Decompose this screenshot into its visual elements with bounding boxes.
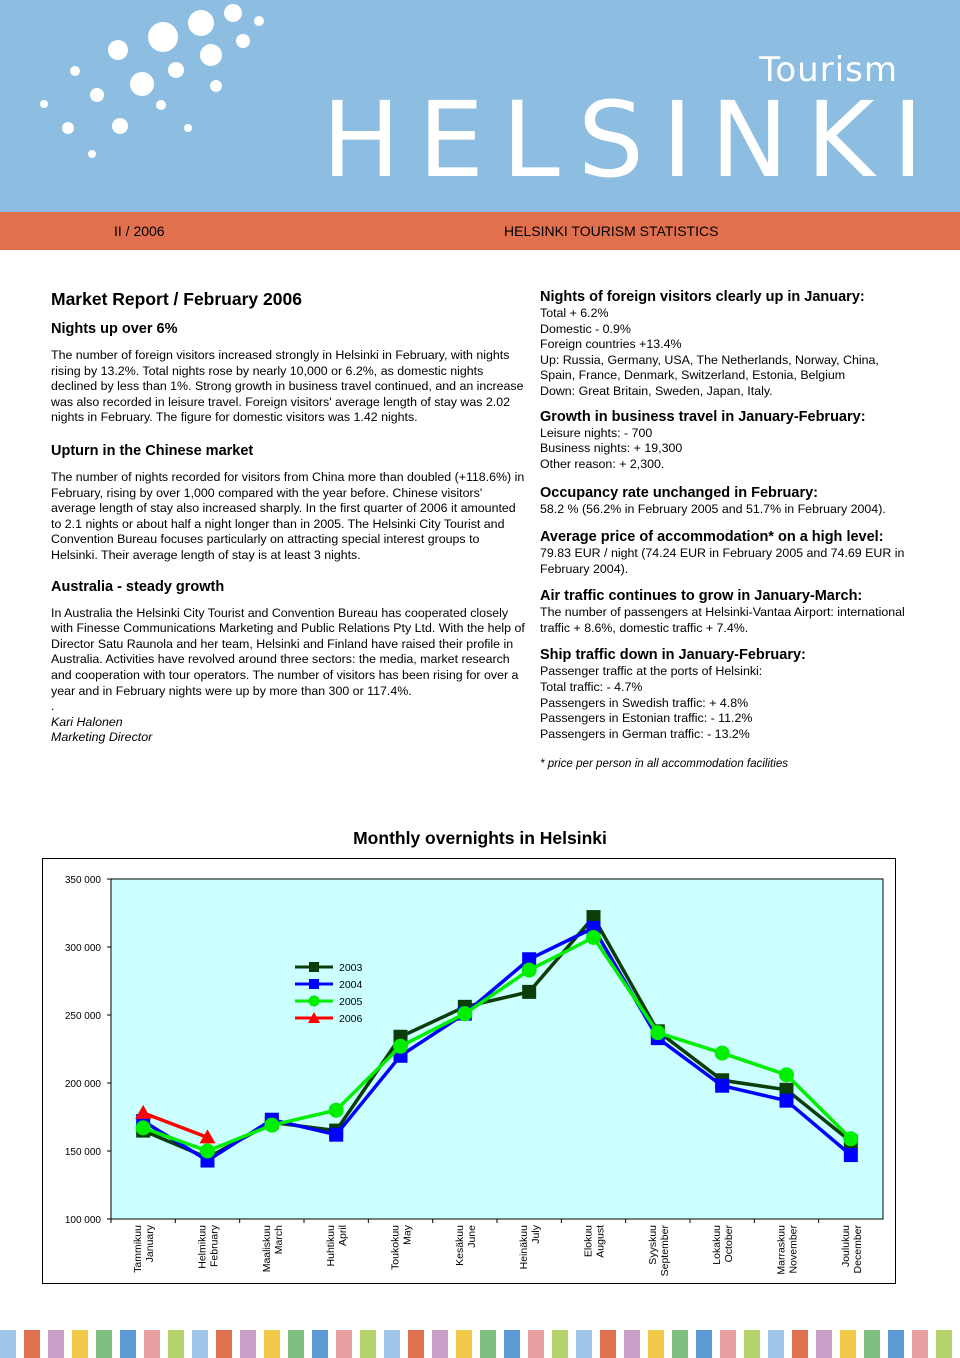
chart-title: Monthly overnights in Helsinki [353,828,607,848]
signature-name: Kari Halonen [51,714,123,729]
stat-line: Other reason: + 2,300. [540,456,665,471]
data-point-2005 [843,1131,858,1146]
decorative-dot [108,40,128,60]
decorative-dot [88,150,96,158]
stat-line: Passengers in Estonian traffic: - 11.2% [540,711,753,726]
stat-text: 79.83 EUR / night (74.24 EUR in February 2005 and 74.69 EUR in February 2004). [540,545,905,576]
decorative-stripe [888,1330,904,1358]
decorative-dot [90,88,104,102]
x-tick-label-finnish: Marraskuu [775,1225,788,1275]
plot-area [111,879,883,1219]
decorative-stripe [528,1330,544,1358]
y-tick-label: 350 000 [64,875,101,886]
section-text: In Australia the Helsinki City Tourist and Convention Bureau has cooperated closely with Finesse Communications Marketing and Public Relations Pty Ltd. With the help of Director Satu Raunola and her team, Helsinki and Finland have raised their profile in Australia. Activities have revolved around three sectors: the media, market research and cooperation with tour operators. The number of visitors has been rising for over a year and in February nights were up by more than 300 or 117.4%. [51,605,525,698]
decorative-stripe [240,1330,256,1358]
data-point-2005 [393,1039,408,1054]
legend-label-2003: 2003 [339,962,363,974]
y-tick-label: 300 000 [64,943,101,954]
data-point-2005 [650,1025,665,1040]
stat-block-ship-traffic [540,646,912,742]
brand-helsinki: HELSINKI [322,79,942,201]
stat-line: Foreign countries +13.4% [540,337,682,352]
stat-line: Business nights: + 19,300 [540,441,683,456]
decorative-dot [156,100,166,110]
decorative-stripe [72,1330,88,1358]
decorative-stripe [144,1330,160,1358]
legend-marker-2005 [309,996,320,1007]
publication-title: HELSINKI TOURISM STATISTICS [504,223,719,239]
stat-line: Total traffic: - 4.7% [540,679,643,694]
legend-label-2005: 2005 [339,996,363,1008]
x-tick-label-english: May [401,1225,414,1245]
chart-frame [42,858,896,1284]
decorative-dot [200,44,222,66]
legend-marker-2004 [309,979,319,989]
decorative-dot [254,16,264,26]
section-text: The number of nights recorded for visitors from China more than doubled (+118.6%) in February, rising by over 1,000 compared with the year before. Chinese visitors' average length of stay also increased sharply. In the first quarter of 2006 it amounted to 2.1 nights or about half a night longer than in 2005. The Helsinki City Tourist and Convention Bureau focuses particularly on attracting special interest groups to Helsinki. Their average length of stay is at least 3 nights. [51,469,525,562]
decorative-stripe-band [0,1330,960,1358]
stat-block-business-travel [540,408,912,473]
decorative-dot [62,122,74,134]
decorative-stripe [0,1330,16,1358]
decorative-dot [148,22,178,52]
x-tick-label-english: April [337,1225,350,1247]
x-tick-label-finnish: Helmikuu [196,1225,209,1269]
x-tick-label-english: November [787,1225,800,1274]
y-tick-label: 100 000 [64,1215,101,1226]
decorative-stripe [576,1330,592,1358]
stat-line: Down: Great Britain, Sweden, Japan, Italy. [540,383,773,398]
section-heading: Australia - steady growth [51,578,225,595]
page-title: Market Report / February 2006 [51,289,302,309]
decorative-stripe [120,1330,136,1358]
decorative-stripe [384,1330,400,1358]
section-heading: Upturn in the Chinese market [51,442,254,459]
stat-text: The number of passengers at Helsinki-Vantaa Airport: international traffic + 8.6%, domestic traffic + 7.4%. [540,605,905,635]
x-tick-label-english: June [465,1225,478,1248]
x-tick-label-english: July [530,1225,543,1244]
decorative-stripe [840,1330,856,1358]
stat-line: Domestic - 0.9% [540,321,631,336]
stat-text: 58.2 % (56.2% in February 2005 and 51.7% in February 2004). [540,502,886,517]
stat-line: Passengers in Swedish traffic: + 4.8% [540,695,749,710]
x-tick-label-english: September [658,1225,671,1277]
decorative-stripe [816,1330,832,1358]
stat-heading: Air traffic continues to grow in January-March: [540,588,863,605]
decorative-stripe [96,1330,112,1358]
decorative-stripe [432,1330,448,1358]
data-point-2005 [586,930,601,945]
left-column [51,288,526,746]
decorative-stripe [288,1330,304,1358]
data-point-2005 [200,1144,215,1159]
y-tick-label: 200 000 [64,1079,101,1090]
stat-heading: Growth in business travel in January-February: [540,408,866,425]
x-tick-label-english: August [594,1225,607,1258]
x-tick-label-english: January [144,1225,157,1263]
decorative-stripe [336,1330,352,1358]
data-point-2005 [329,1103,344,1118]
data-point-2004 [715,1079,729,1093]
data-point-2005 [715,1046,730,1061]
x-tick-label-english: December [851,1225,864,1274]
decorative-dot [112,118,128,134]
legend-label-2006: 2006 [339,1013,363,1025]
decorative-stripe [360,1330,376,1358]
stat-heading: Ship traffic down in January-February: [540,647,806,664]
decorative-dot [210,80,222,92]
decorative-dot [184,124,192,132]
x-tick-label-finnish: Maaliskuu [260,1225,273,1273]
x-tick-label-finnish: Huhtikuu [325,1225,338,1267]
decorative-stripe [600,1330,616,1358]
stat-line: Total + 6.2% [540,306,609,320]
decorative-stripe [168,1330,184,1358]
decorative-stripe [24,1330,40,1358]
decorative-stripe [552,1330,568,1358]
decorative-stripe [456,1330,472,1358]
decorative-dot [70,66,80,76]
data-point-2005 [457,1006,472,1021]
decorative-stripe [48,1330,64,1358]
decorative-stripe [624,1330,640,1358]
decorative-stripe [648,1330,664,1358]
legend-marker-2003 [309,962,319,972]
decorative-dot [168,62,184,78]
issue-number: II / 2006 [114,223,165,239]
decorative-stripe [912,1330,928,1358]
decorative-stripe [264,1330,280,1358]
y-tick-label: 250 000 [64,1011,101,1022]
stat-line: Passenger traffic at the ports of Helsinki: [540,664,763,679]
decorative-dot [236,34,250,48]
stat-block-occupancy [540,484,912,518]
decorative-stripe [480,1330,496,1358]
stat-block-air-traffic [540,587,912,636]
section-heading: Nights up over 6% [51,321,178,337]
x-tick-label-finnish: Tammikuu [132,1225,145,1273]
signature-title: Marketing Director [51,730,153,745]
stat-block-price [540,528,912,577]
decorative-stripe [312,1330,328,1358]
decorative-stripe [744,1330,760,1358]
x-tick-label-english: February [208,1225,221,1268]
decorative-stripe [696,1330,712,1358]
stat-block-foreign-nights [540,288,912,400]
stat-line: Passengers in German traffic: - 13.2% [540,726,750,741]
data-point-2004 [844,1148,858,1162]
price-footnote: * price per person in all accommodation facilities [540,757,789,771]
decorative-stripe [504,1330,520,1358]
decorative-stripe [864,1330,880,1358]
stat-heading: Average price of accommodation* on a high level: [540,528,884,545]
data-point-2005 [264,1118,279,1133]
stat-line: Leisure nights: - 700 [540,425,653,440]
x-tick-label-finnish: Joulukuu [839,1225,852,1268]
section-text: The number of foreign visitors increased strongly in Helsinki in February, with nights rising by 13.2%. Total nights rose by nearly 10,000 or 6.2%, as domestic nights declined by less than 1%. Strong growth in business travel continued, and an increase was also recorded in leisure travel. Foreign visitors' average length of stay was 2.02 nights in February. The figure for domestic visitors was 1.42 nights. [51,348,524,425]
decorative-stripe [792,1330,808,1358]
data-point-2005 [136,1120,151,1135]
data-point-2003 [522,985,536,999]
x-tick-label-english: March [272,1225,285,1255]
decorative-stripe [720,1330,736,1358]
decorative-dot [40,100,48,108]
decorative-stripe [672,1330,688,1358]
decorative-stripe [192,1330,208,1358]
y-tick-label: 150 000 [64,1147,101,1158]
x-tick-label-finnish: Elokuu [582,1225,595,1258]
decorative-stripe [768,1330,784,1358]
decorative-dot [188,10,214,36]
decorative-dot [130,72,154,96]
header-banner [0,0,960,212]
legend-label-2004: 2004 [339,979,363,991]
x-tick-label-finnish: Kesäkuu [453,1225,466,1266]
decorative-stripe [408,1330,424,1358]
stray-dot: . [51,699,55,714]
x-tick-label-finnish: Lokakuu [711,1225,724,1265]
data-point-2005 [779,1067,794,1082]
decorative-dot [224,4,242,22]
x-tick-label-finnish: Heinäkuu [518,1225,531,1270]
brand-tourism: Tourism [759,50,898,90]
x-tick-label-finnish: Syyskuu [646,1225,659,1265]
x-tick-label-finnish: Toukokuu [389,1225,402,1270]
data-point-2004 [780,1094,794,1108]
right-column [540,288,912,772]
stat-line: Up: Russia, Germany, USA, The Netherlands, Norway, China, Spain, France, Denmark, Switzerland, Estonia, Belgium [540,352,879,383]
decorative-stripe [936,1330,952,1358]
x-tick-label-english: October [723,1225,736,1263]
overnights-line-chart [43,859,895,1283]
stat-heading: Nights of foreign visitors clearly up in January: [540,289,865,305]
decorative-stripe [216,1330,232,1358]
stat-heading: Occupancy rate unchanged in February: [540,485,818,502]
data-point-2004 [329,1128,343,1142]
data-point-2005 [522,963,537,978]
